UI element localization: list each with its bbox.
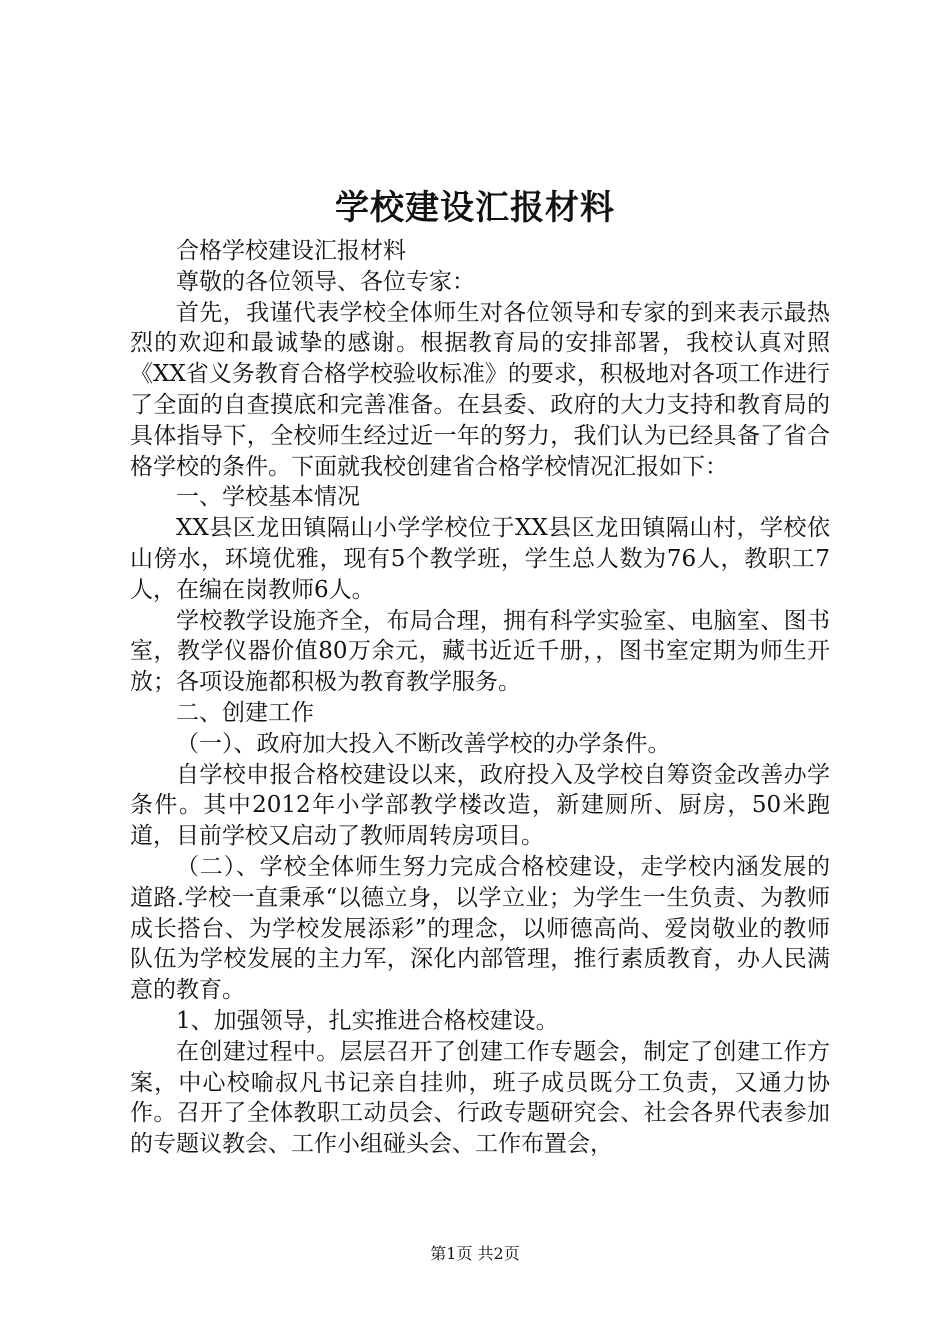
- document-title: 学校建设汇报材料: [335, 188, 615, 228]
- subsection-heading-government: （一）、政府加大投入不断改善学校的办学条件。: [176, 730, 671, 757]
- section-heading-basic-info: 一、学校基本情况: [176, 484, 360, 511]
- paragraph-intro: 首先，我谨代表学校全体师生对各位领导和专家的到来表示最热烈的欢迎和最诚挚的感谢。根据教育局的安排部署，我校认真对照《XX省义务教育合格学校验收标准》的要求，积极地对各项工作进行了全面的自查摸底和完善准备。在县委、政府的大力支持和教育局的具体指导下，全校师生经过近一年的努力，我们认为已经具备了省合格学校的条件。下面就我校创建省合格学校情况汇报如下：: [130, 299, 830, 480]
- page-number-footer: 第1页 共2页: [430, 1244, 520, 1263]
- paragraph-salutation: 尊敬的各位领导、各位专家：: [176, 268, 475, 295]
- subsection-heading-staff: （二）、学校全体师生努力完成合格校建设，走学校内涵发展的道路.学校一直秉承“以德立身，以学立业；为学生一生负责、为教师成长搭台、为学校发展添彩”的理念，以师德高尚、爱岗敬业的教师队伍为学校发展的主力军，深化内部管理，推行素质教育，办人民满意的教育。: [130, 853, 830, 1004]
- paragraph-facilities: 学校教学设施齐全，布局合理，拥有科学实验室、电脑室、图书室，教学仪器价值80万余元，藏书近近千册，，图书室定期为师生开放；各项设施都积极为教育教学服务。: [130, 607, 830, 696]
- paragraph-subtitle: 合格学校建设汇报材料: [176, 238, 406, 264]
- paragraph-process: 在创建过程中。层层召开了创建工作专题会，制定了创建工作方案，中心校喻叔凡书记亲自挂帅，班子成员既分工负责，又通力协作。召开了全体教职工动员会、行政专题研究会、社会各界代表参加的专题议教会、工作小组碰头会、工作布置会，: [130, 1038, 830, 1158]
- document-body: [130, 236, 830, 1160]
- paragraph-location: XX县区龙田镇隔山小学学校位于XX县区龙田镇隔山村，学校依山傍水，环境优雅，现有5个教学班，学生总人数为76人，教职工7人，在编在岗教师6人。: [130, 515, 830, 603]
- section-heading-creation-work: 二、创建工作: [176, 699, 314, 726]
- item-heading-leadership: 1、加强领导，扎实推进合格校建设。: [176, 1007, 559, 1034]
- paragraph-investment: 自学校申报合格校建设以来，政府投入及学校自筹资金改善办学条件。其中2012年小学部教学楼改造，新建厕所、厨房，50米跑道，目前学校又启动了教师周转房项目。: [130, 761, 830, 850]
